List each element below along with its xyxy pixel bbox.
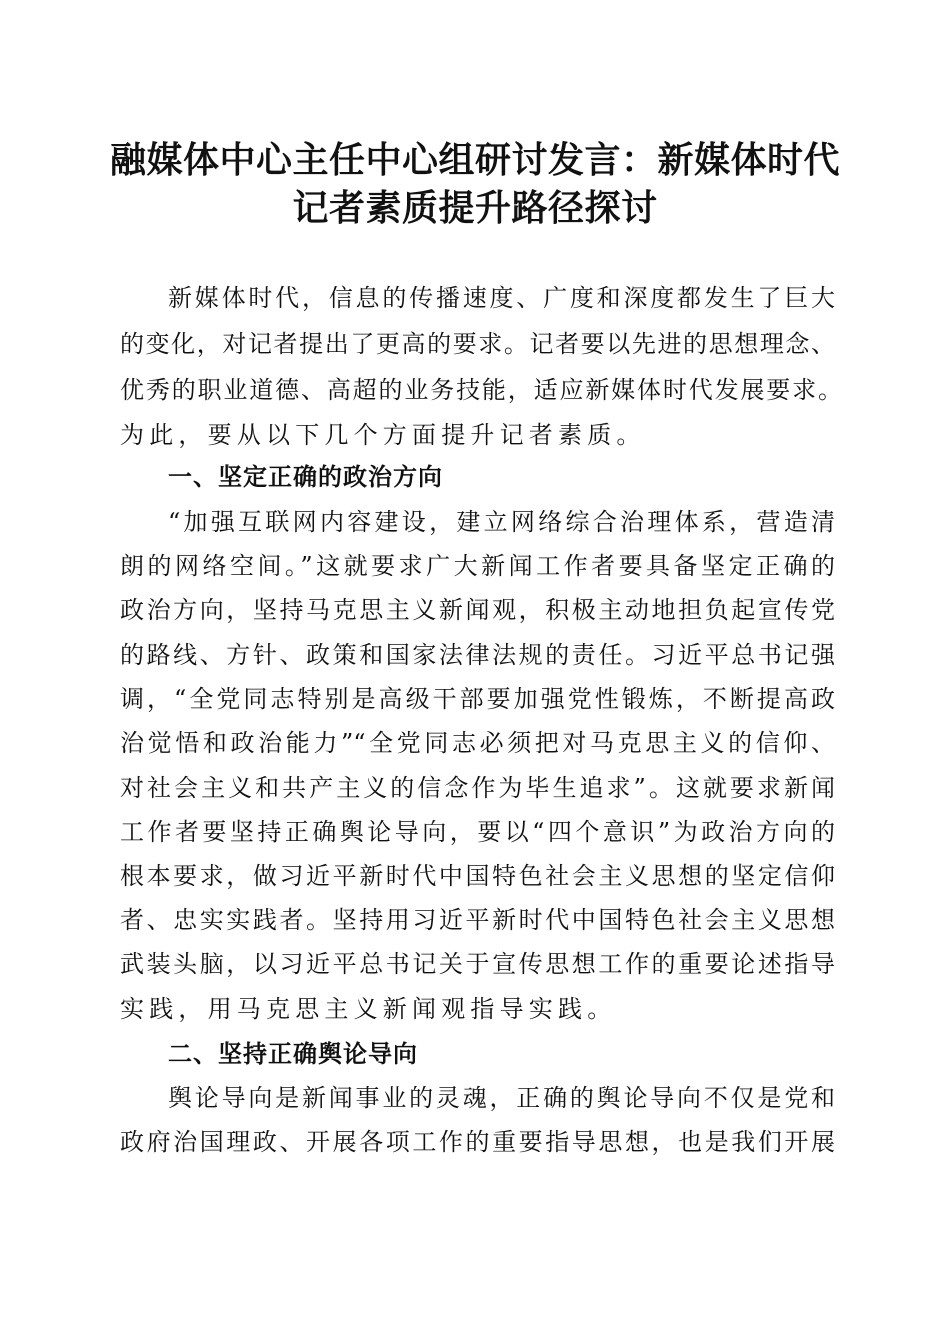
section-heading-1: 一、坚定正确的政治方向 xyxy=(168,463,443,491)
paragraph-2-line: 者、忠实实践者。坚持用习近平新时代中国特色社会主义思想 xyxy=(120,906,835,934)
paragraph-1-line: 的变化，对记者提出了更高的要求。记者要以先进的思想理念、 xyxy=(120,330,835,358)
paragraph-1-line: 新媒体时代，信息的传播速度、广度和深度都发生了巨大 xyxy=(168,284,835,312)
paragraph-3-line: 政府治国理政、开展各项工作的重要指导思想，也是我们开展 xyxy=(120,1128,835,1156)
paragraph-1-line: 优秀的职业道德、高超的业务技能，适应新媒体时代发展要求。 xyxy=(120,376,842,404)
paragraph-2-line: 的路线、方针、政策和国家法律法规的责任。习近平总书记强 xyxy=(120,641,835,669)
paragraph-2-line: 实践，用马克思主义新闻观指导实践。 xyxy=(120,995,617,1023)
paragraph-2-line: 对社会主义和共产主义的信念作为毕生追求”。这就要求新闻 xyxy=(120,774,835,802)
paragraph-2-line: 治觉悟和政治能力”“全党同志必须把对马克思主义的信仰、 xyxy=(120,729,835,757)
paragraph-2-line: 调，“全党同志特别是高级干部要加强党性锻炼，不断提高政 xyxy=(120,685,835,713)
paragraph-2-line: 政治方向，坚持马克思主义新闻观，积极主动地担负起宣传党 xyxy=(120,596,835,624)
paragraph-2-line: 根本要求，做习近平新时代中国特色社会主义思想的坚定信仰 xyxy=(120,862,835,890)
document-title-line-2: 记者素质提升路径探讨 xyxy=(292,187,658,229)
paragraph-2-line: “加强互联网内容建设，建立网络综合治理体系，营造清 xyxy=(168,508,835,536)
paragraph-3-line: 舆论导向是新闻事业的灵魂，正确的舆论导向不仅是党和 xyxy=(168,1084,835,1112)
document-title-line-1: 融媒体中心主任中心组研讨发言：新媒体时代 xyxy=(109,139,840,181)
paragraph-2-line: 工作者要坚持正确舆论导向，要以“四个意识”为政治方向的 xyxy=(120,818,835,846)
paragraph-2-line: 武装头脑，以习近平总书记关于宣传思想工作的重要论述指导 xyxy=(120,950,835,978)
section-heading-2: 二、坚持正确舆论导向 xyxy=(168,1040,418,1068)
paragraph-2-line: 朗的网络空间。”这就要求广大新闻工作者要具备坚定正确的 xyxy=(120,552,835,580)
paragraph-1-line: 为此，要从以下几个方面提升记者素质。 xyxy=(120,421,646,449)
